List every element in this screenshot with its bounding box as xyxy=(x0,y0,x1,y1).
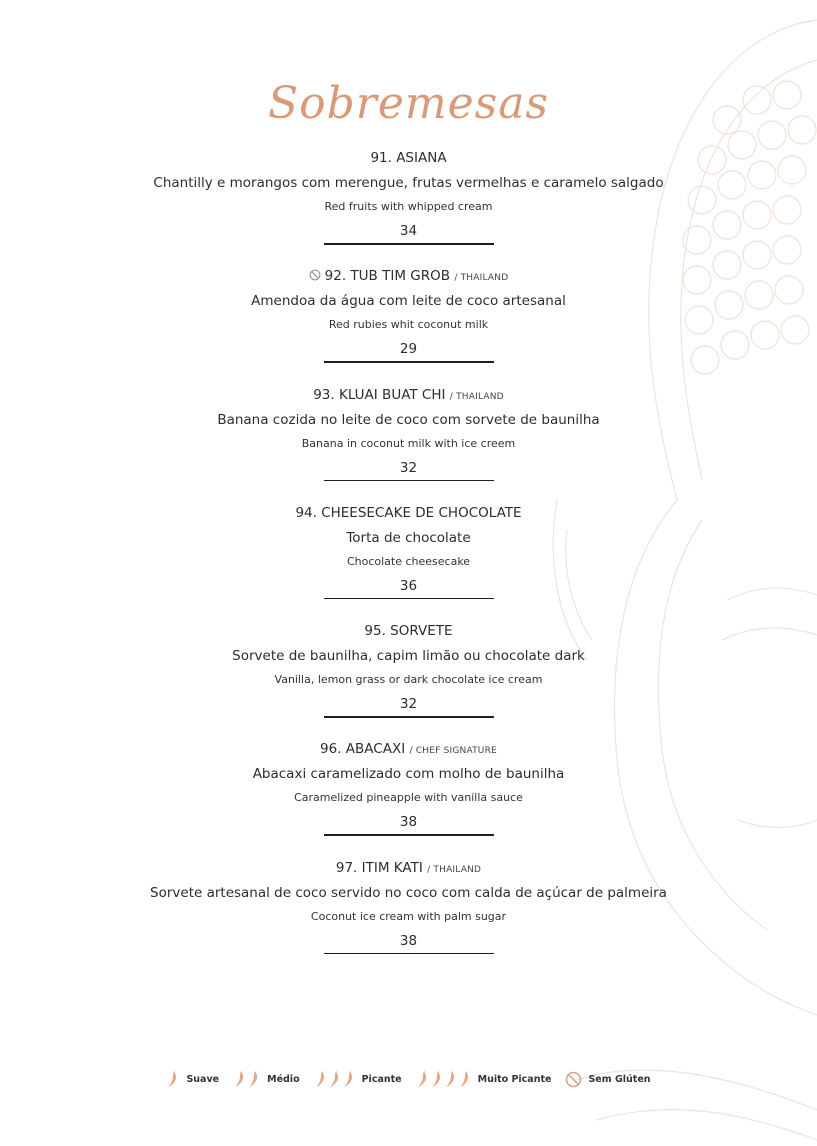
item-name-row xyxy=(0,621,817,641)
item-description-en: Chocolate cheesecake xyxy=(346,554,471,568)
item-price: 38 xyxy=(399,932,418,949)
item-name-row xyxy=(0,385,817,405)
menu-item xyxy=(0,148,817,266)
item-description-en: Red rubies whit coconut milk xyxy=(328,318,489,332)
item-name-row xyxy=(0,148,817,168)
menu-item xyxy=(0,858,817,976)
item-origin: / THAILAND xyxy=(449,391,504,402)
item-origin: / THAILAND xyxy=(454,273,509,284)
item-price: 36 xyxy=(399,577,418,594)
item-name: 95. SORVETE xyxy=(364,623,453,640)
item-description-pt: Chantilly e morangos com merengue, frutas vermelhas e caramelo salgado xyxy=(153,175,664,191)
item-divider xyxy=(324,480,494,482)
item-description-pt: Amendoa da água com leite de coco artesanal xyxy=(251,293,566,310)
item-name: 94. CHEESECAKE DE CHOCOLATE xyxy=(295,504,522,521)
item-price: 29 xyxy=(399,341,418,358)
legend-item-medio xyxy=(233,1070,299,1088)
item-description-en: Vanilla, lemon grass or dark chocolate ice cream xyxy=(274,673,543,687)
chili-icon xyxy=(247,1070,261,1088)
item-price: 32 xyxy=(399,696,418,713)
chili-icon xyxy=(314,1070,328,1088)
menu-item xyxy=(0,266,817,384)
chili-icon xyxy=(166,1070,180,1088)
legend-item-suave xyxy=(166,1070,219,1088)
item-divider xyxy=(324,834,494,836)
item-description-en: Banana in coconut milk with ice creem xyxy=(301,436,516,450)
menu-item xyxy=(0,739,817,857)
item-name: 91. ASIANA xyxy=(370,150,447,166)
item-divider xyxy=(324,598,494,600)
chili-icon xyxy=(328,1070,342,1088)
legend-label: Muito Picante xyxy=(477,1073,552,1085)
no-gluten-icon xyxy=(309,269,321,281)
item-description-pt: Abacaxi caramelizado com molho de baunilha xyxy=(252,766,565,783)
item-name: 97. ITIM KATI xyxy=(335,859,423,876)
chili-icon xyxy=(416,1070,430,1088)
menu-item xyxy=(0,385,817,503)
item-divider xyxy=(324,716,494,718)
spice-legend xyxy=(0,1070,817,1088)
chili-group xyxy=(416,1070,472,1088)
item-price: 34 xyxy=(399,223,418,239)
item-description-pt: Sorvete artesanal de coco servido no coco com calda de açúcar de palmeira xyxy=(150,884,667,901)
item-price: 32 xyxy=(399,459,418,476)
item-description-en: Coconut ice cream with palm sugar xyxy=(310,909,507,923)
item-name-row xyxy=(0,266,817,286)
chili-icon xyxy=(458,1070,472,1088)
item-divider xyxy=(324,953,494,955)
chili-icon xyxy=(430,1070,444,1088)
item-description-en: Red fruits with whipped cream xyxy=(324,200,493,213)
chili-icon xyxy=(233,1070,247,1088)
item-description-en: Caramelized pineapple with vanilla sauce xyxy=(294,791,523,805)
menu-item xyxy=(0,621,817,739)
item-name-row xyxy=(0,858,817,878)
item-name: 93. KLUAI BUAT CHI xyxy=(313,386,446,403)
chili-group xyxy=(233,1070,261,1088)
item-name-row xyxy=(0,739,817,759)
item-description-pt: Banana cozida no leite de coco com sorvete de baunilha xyxy=(217,411,600,428)
item-price: 38 xyxy=(399,814,418,831)
chili-icon xyxy=(342,1070,356,1088)
item-name: 92. TUB TIM GROB xyxy=(324,268,451,285)
legend-label: Médio xyxy=(267,1073,300,1085)
no-gluten-icon xyxy=(565,1071,582,1088)
item-origin: / CHEF SIGNATURE xyxy=(409,746,497,757)
legend-item-sem-gluten xyxy=(565,1071,650,1088)
legend-item-picante xyxy=(314,1070,402,1088)
legend-label: Picante xyxy=(361,1073,402,1085)
chili-icon xyxy=(444,1070,458,1088)
legend-label: Suave xyxy=(186,1073,220,1085)
item-name: 96. ABACAXI xyxy=(320,741,406,758)
dessert-menu-list xyxy=(0,148,817,976)
legend-item-muito-picante xyxy=(416,1070,552,1088)
item-divider xyxy=(324,243,494,245)
legend-label: Sem Glúten xyxy=(588,1073,651,1085)
chili-group xyxy=(166,1070,180,1088)
chili-group xyxy=(314,1070,356,1088)
menu-item xyxy=(0,503,817,621)
item-divider xyxy=(324,361,494,363)
item-name-row xyxy=(0,503,817,523)
item-description-pt: Torta de chocolate xyxy=(346,529,471,546)
page-title: Sobremesas xyxy=(267,78,550,129)
item-description-pt: Sorvete de baunilha, capim limão ou chocolate dark xyxy=(232,648,585,665)
item-origin: / THAILAND xyxy=(427,864,482,875)
